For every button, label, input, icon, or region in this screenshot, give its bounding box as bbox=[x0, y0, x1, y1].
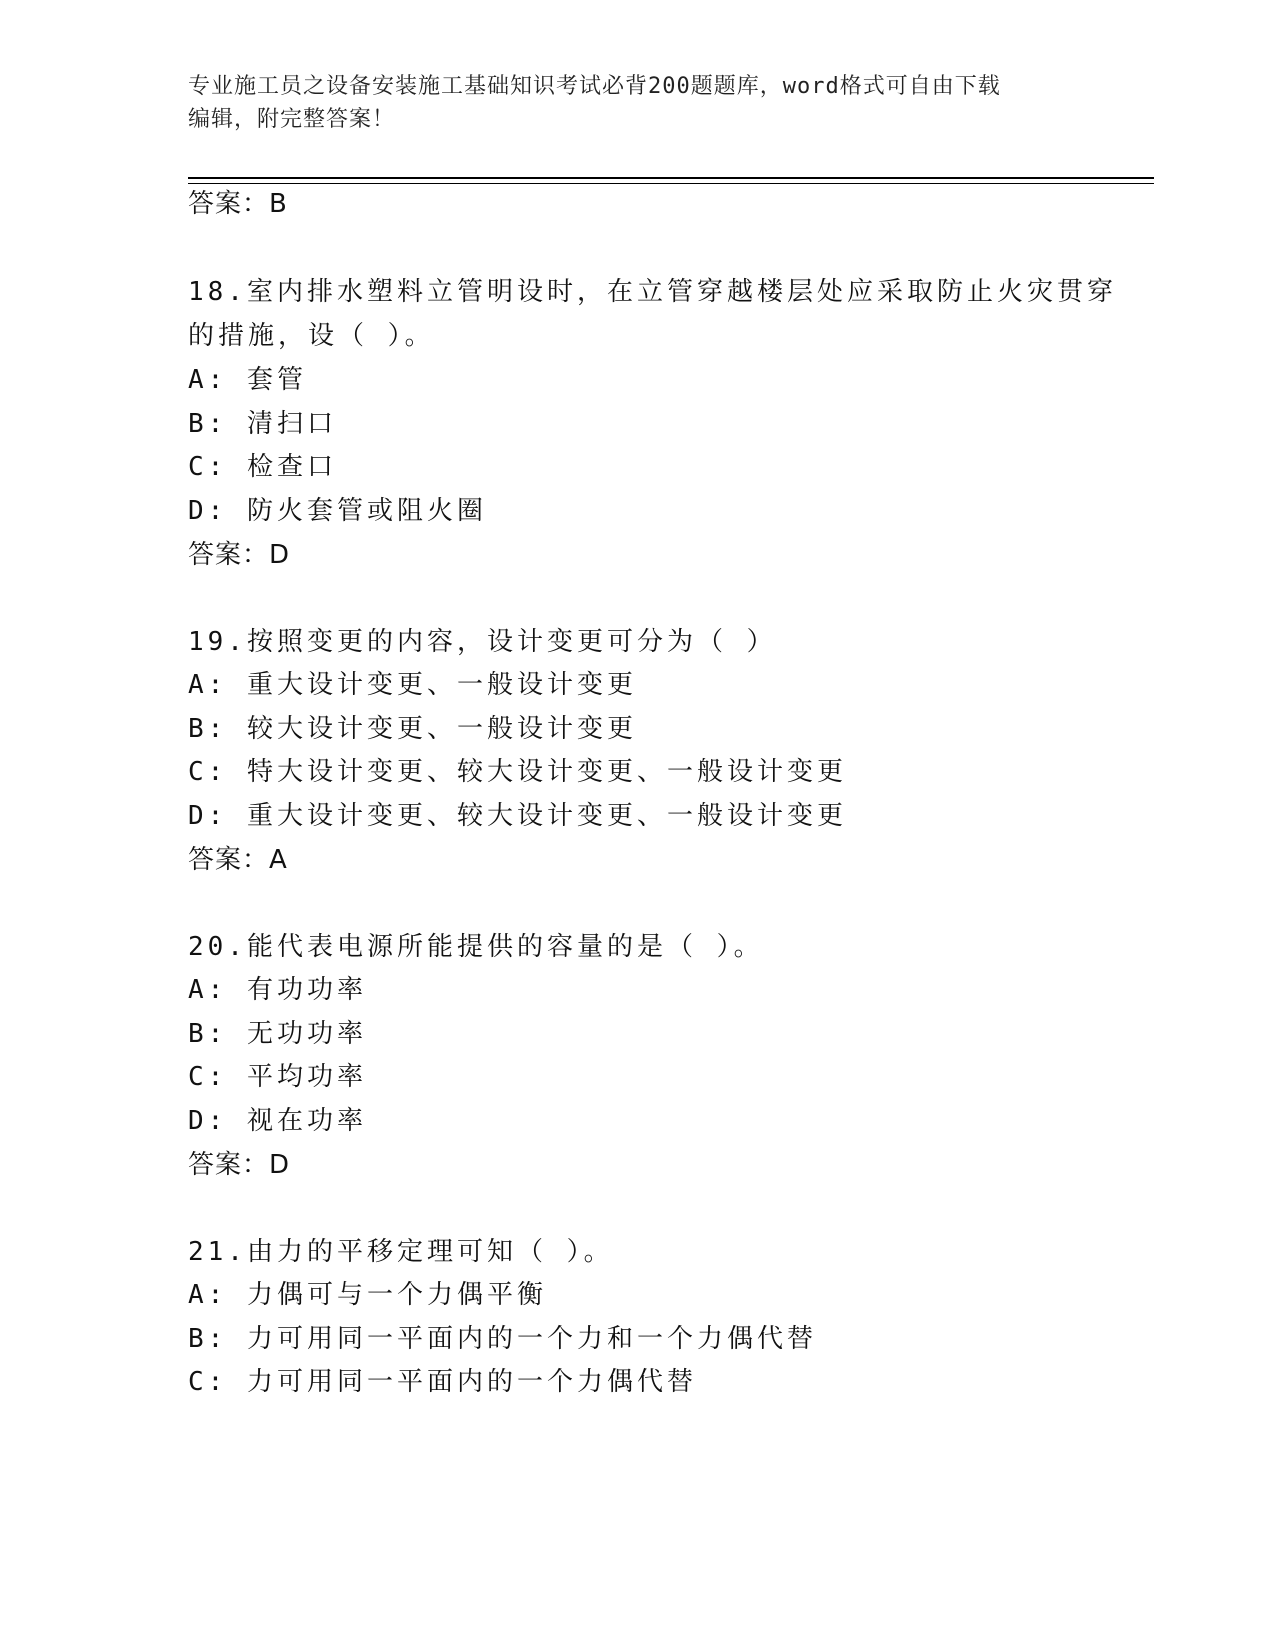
question-18-option-c: C: 检查口 bbox=[188, 452, 337, 482]
header-line-1: 专业施工员之设备安装施工基础知识考试必背200题题库，word格式可自由下载 bbox=[188, 74, 1001, 99]
question-20-option-b: B: 无功功率 bbox=[188, 1019, 367, 1049]
header-rule-thick bbox=[188, 177, 1154, 179]
question-19-answer: 答案：A bbox=[188, 845, 288, 875]
question-20-answer: 答案：D bbox=[188, 1150, 291, 1180]
question-19-option-c: C: 特大设计变更、较大设计变更、一般设计变更 bbox=[188, 757, 847, 787]
question-20-option-c: C: 平均功率 bbox=[188, 1062, 367, 1092]
question-19-stem: 19.按照变更的内容，设计变更可分为（ ） bbox=[188, 627, 777, 657]
header-line-2: 编辑，附完整答案！ bbox=[188, 107, 396, 132]
answer-previous: 答案：B bbox=[188, 189, 288, 219]
question-21-option-a: A: 力偶可与一个力偶平衡 bbox=[188, 1280, 547, 1310]
question-18-answer: 答案：D bbox=[188, 540, 291, 570]
question-19-option-a: A: 重大设计变更、一般设计变更 bbox=[188, 670, 637, 700]
question-18-option-a: A: 套管 bbox=[188, 365, 307, 395]
question-18-option-d: D: 防火套管或阻火圈 bbox=[188, 496, 487, 526]
question-19-option-b: B: 较大设计变更、一般设计变更 bbox=[188, 714, 637, 744]
question-18-stem-line-1: 18.室内排水塑料立管明设时，在立管穿越楼层处应采取防止火灾贯穿 bbox=[188, 277, 1117, 307]
question-20-option-a: A: 有功功率 bbox=[188, 975, 367, 1005]
question-21-stem: 21.由力的平移定理可知（ ）。 bbox=[188, 1237, 614, 1267]
question-18-stem-line-2: 的措施，设（ ）。 bbox=[188, 321, 435, 351]
page-header bbox=[188, 70, 1088, 136]
question-21-option-c: C: 力可用同一平面内的一个力偶代替 bbox=[188, 1367, 697, 1397]
question-21-option-b: B: 力可用同一平面内的一个力和一个力偶代替 bbox=[188, 1324, 817, 1354]
header-rule-thin bbox=[188, 183, 1154, 184]
question-20-option-d: D: 视在功率 bbox=[188, 1106, 367, 1136]
question-19-option-d: D: 重大设计变更、较大设计变更、一般设计变更 bbox=[188, 801, 847, 831]
question-18-option-b: B: 清扫口 bbox=[188, 409, 337, 439]
question-20-stem: 20.能代表电源所能提供的容量的是（ ）。 bbox=[188, 932, 764, 962]
